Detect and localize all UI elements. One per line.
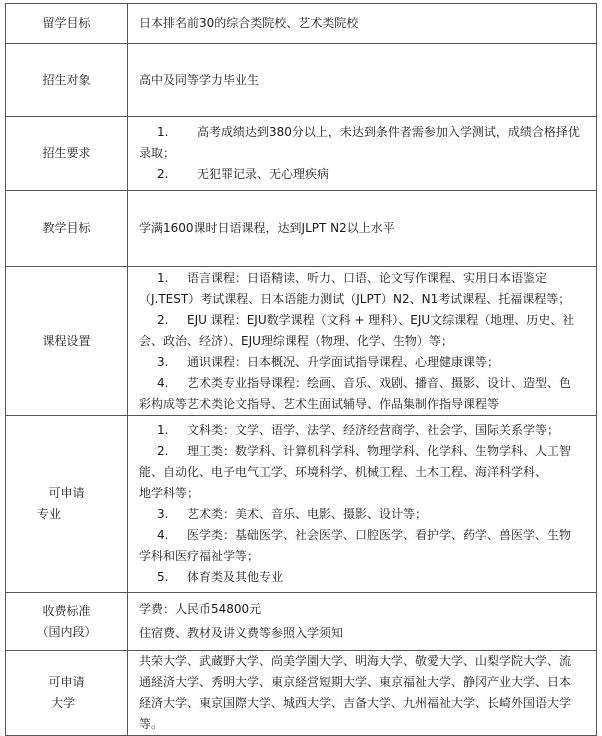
item-text: 艺术类专业指导课程：绘画、音乐、戏剧、播音、摄影、设计、造型、色	[187, 375, 572, 390]
row-label-teaching-goal	[6, 191, 128, 267]
row-value-requirements	[128, 117, 597, 191]
item-number: 3.	[157, 507, 169, 521]
table-row	[6, 267, 597, 416]
list-item-continued	[139, 394, 587, 415]
list-item	[139, 504, 587, 525]
row-label-fees	[6, 593, 128, 651]
table-row	[6, 191, 597, 267]
row-label-study-goal	[6, 4, 128, 44]
label-text: 留学目标	[42, 16, 91, 30]
row-label-universities	[6, 651, 128, 736]
row-label-curriculum	[6, 267, 128, 416]
table-row	[6, 593, 597, 651]
list-item	[139, 164, 587, 185]
label-text: 专业	[37, 507, 62, 521]
value-text: 日本排名前30的综合类院校、艺术类院校	[139, 16, 359, 30]
list-item-continued	[139, 462, 587, 483]
value-text: 高中及同等学力毕业生	[139, 72, 260, 87]
list-item	[139, 352, 587, 373]
item-number: 2.	[157, 167, 169, 181]
item-text: 艺术类：美术、音乐、电影、摄影、设计等；	[187, 507, 428, 521]
university-list-line: 経済大学、東京国際大学、城西大学、吉备大学、九州福祉大学、长崎外国语大学	[139, 696, 572, 710]
university-list-line: 共荣大学、武蔵野大学、尚美学園大学、明海大学、敬愛大学、山梨学院大学、流	[139, 654, 572, 668]
table-row	[6, 651, 597, 736]
label-text: 可申请	[48, 486, 85, 500]
label-text: 可申请	[48, 675, 85, 689]
list-item	[139, 310, 587, 331]
list-item-continued	[139, 331, 587, 352]
list-item	[139, 122, 587, 143]
list-item-continued	[139, 483, 587, 504]
label-text: （国内段）	[36, 624, 97, 639]
item-number: 1.	[157, 270, 169, 285]
item-text: 无犯罪记录、无心理疾病	[197, 167, 330, 181]
item-text: 高考成绩达到380分以上，未达到条件者需参加入学测试，成绩合格择优	[197, 125, 580, 139]
item-number: 3.	[157, 354, 169, 369]
item-text: 录取；	[139, 146, 176, 160]
row-value-teaching-goal	[128, 191, 597, 267]
item-text: 会、政治、经济）、EJU理综课程（物理、化学、生物）等；	[139, 333, 453, 348]
item-text: EJU 课程：EJU数学课程（文科 + 理科）、EJU文综课程（地理、历史、社	[187, 312, 575, 327]
item-text: 通识课程：日本概况、升学面试指导课程、心理健康课等；	[187, 354, 500, 369]
item-text: 体育类及其他专业	[187, 570, 284, 584]
item-text: 理工类：数学科、计算机科学科、物理学科、化学科、生物学科、人工智	[187, 444, 572, 458]
item-number: 1.	[157, 125, 169, 139]
value-text: 学满1600课时日语课程，达到JLPT N2以上水平	[139, 221, 395, 235]
table-row	[6, 44, 597, 117]
list-item	[139, 373, 587, 394]
row-label-target	[6, 44, 128, 117]
fee-tuition: 学费：人民币54800元	[139, 602, 262, 616]
list-item	[139, 420, 587, 441]
item-number: 4.	[157, 375, 169, 390]
row-value-universities	[128, 651, 597, 736]
fee-other: 住宿费、教材及讲义费等参照入学须知	[139, 626, 344, 640]
table-row	[6, 4, 597, 44]
row-value-fees	[128, 593, 597, 651]
item-text: （J.TEST）考试课程、日本语能力测试（JLPT）N2、N1考试课程、托福课程等；	[139, 291, 571, 306]
item-number: 2.	[157, 444, 169, 458]
list-item	[139, 441, 587, 462]
item-text: 文科类：文学、语学、法学、经济经营商学、社会学、国际关系学等；	[187, 423, 560, 437]
row-value-target	[128, 44, 597, 117]
list-item-continued	[139, 143, 587, 164]
item-text: 学科和医疗福祉学等；	[139, 549, 260, 563]
list-item-continued	[139, 289, 587, 310]
label-text: 招生对象	[42, 72, 91, 87]
table-row	[6, 416, 597, 593]
item-number: 2.	[157, 312, 169, 327]
item-text: 彩构成等艺术类论文指导、艺术生面试辅导、作品集制作指导课程等	[139, 396, 500, 411]
program-info-table	[5, 3, 597, 736]
item-text: 能、自动化、电子电气工学、环境科学、机械工程、土木工程、海洋科学科、	[139, 465, 548, 479]
item-text: 医学类：基础医学、社会医学、口腔医学、看护学、药学、兽医学、生物	[187, 528, 572, 542]
item-number: 4.	[157, 528, 169, 542]
list-item	[139, 268, 587, 289]
item-number: 5.	[157, 570, 169, 584]
table-row	[6, 117, 597, 191]
label-text: 大学	[51, 696, 76, 710]
item-text: 语言课程：日语精读、听力、口语、论文写作课程、实用日本语鉴定	[187, 270, 548, 285]
row-label-requirements	[6, 117, 128, 191]
item-text: 地学科等；	[139, 486, 200, 500]
label-text: 招生要求	[42, 146, 91, 160]
label-text: 课程设置	[42, 333, 91, 348]
row-label-majors	[6, 416, 128, 593]
university-list-line: 通経済大学、秀明大学、東京経営短期大学、東京福祉大学、静冈产业大学、日本	[139, 675, 572, 689]
row-value-majors	[128, 416, 597, 593]
row-value-study-goal	[128, 4, 597, 44]
label-text: 教学目标	[42, 221, 91, 235]
label-text: 收费标准	[42, 603, 91, 618]
list-item-continued	[139, 546, 587, 567]
list-item	[139, 525, 587, 546]
item-number: 1.	[157, 423, 169, 437]
row-value-curriculum	[128, 267, 597, 416]
university-list-line: 等。	[139, 717, 164, 731]
list-item	[139, 567, 587, 588]
